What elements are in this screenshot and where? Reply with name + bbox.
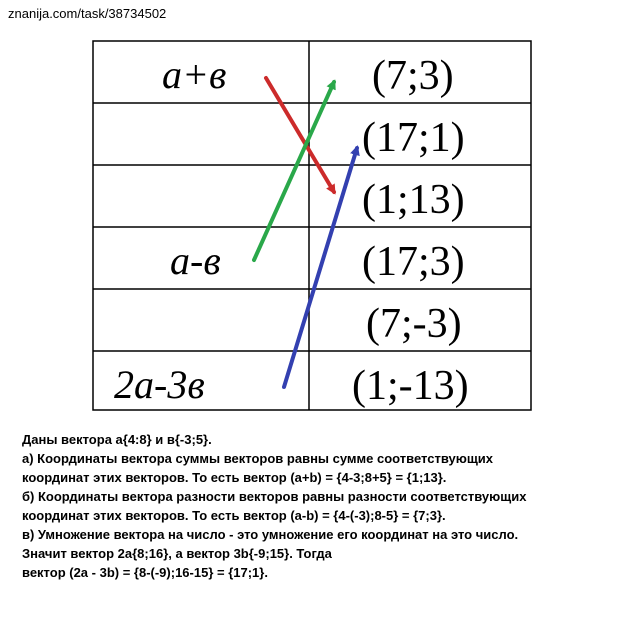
value-row-3: (1;13) — [362, 177, 465, 223]
solution-line: координат этих векторов. То есть вектор (a+b) = {4-3;8+5} = {1;13}. — [22, 470, 447, 485]
solution-line: в) Умножение вектора на число - это умножение его координат на это число. — [22, 527, 519, 542]
solution-line: координат этих векторов. То есть вектор (a-b) = {4-(-3);8-5} = {7;3}. — [22, 508, 446, 523]
solution-line: Значит вектор 2a{8;16}, а вектор 3b{-9;15}. Тогда — [22, 546, 332, 561]
solution-line: вектор (2a - 3b) = {8-(-9);16-15} = {17;1}. — [22, 565, 268, 580]
value-row-5: (7;-3) — [366, 301, 462, 347]
value-row-6: (1;-13) — [352, 363, 469, 409]
label-combination: 2a-3в — [114, 362, 205, 407]
arrow-red — [266, 78, 334, 192]
value-row-2: (17;1) — [362, 115, 465, 161]
solution-line: а) Координаты вектора суммы векторов равны сумме соответствующих — [22, 451, 494, 466]
value-row-4: (17;3) — [362, 239, 465, 285]
arrow-blue — [284, 148, 357, 387]
label-difference: a-в — [170, 238, 221, 283]
source-url: znanija.com/task/38734502 — [8, 6, 167, 21]
solution-line: Даны вектора a{4:8} и в{-3;5}. — [22, 432, 212, 447]
value-row-1: (7;3) — [372, 53, 454, 99]
label-sum: a+в — [162, 52, 227, 97]
solution-text — [22, 430, 526, 582]
solution-line: б) Координаты вектора разности векторов равны разности соответствующих — [22, 489, 527, 504]
